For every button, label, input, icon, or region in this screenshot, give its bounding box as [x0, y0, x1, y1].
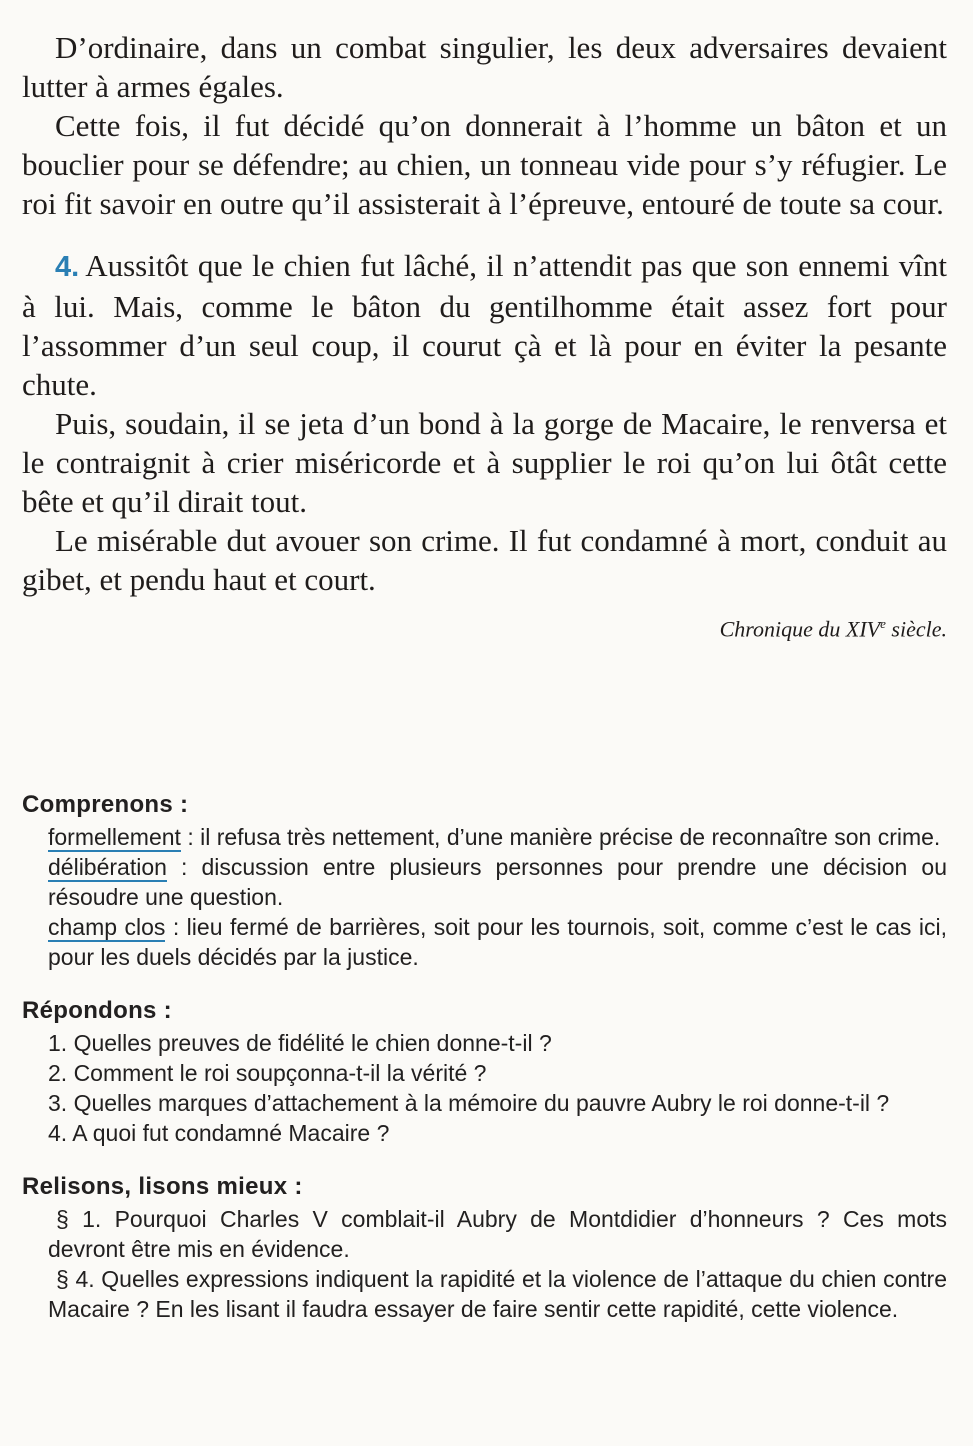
comprenons-heading: Comprenons : [22, 791, 189, 818]
relisons-list [22, 1204, 947, 1324]
question-list [22, 1028, 947, 1148]
relisons-section [22, 1170, 947, 1324]
source-superscript: e [880, 616, 886, 631]
story-paragraph-3 [22, 246, 947, 404]
glossary-term: formellement [48, 824, 181, 850]
story-paragraph-4: Puis, soudain, il se jeta d’un bond à la gorge de Macaire, le renversa et le contraignit à crier miséricorde et à supplier le roi qu’on lui ôtât cette bête et qu’il dirait tout. [22, 406, 947, 519]
story-paragraph-5: Le misérable dut avouer son crime. Il fut condamné à mort, conduit au gibet, et pendu haut et court. [22, 523, 947, 597]
paragraph-number: 4. [55, 251, 80, 283]
source-suffix: siècle. [885, 616, 947, 642]
glossary-term: champ clos [48, 914, 166, 940]
source-prefix: Chronique du XIV [719, 616, 881, 642]
story-paragraph-3-text: Aussitôt que le chien fut lâché, il n’attendit pas que son ennemi vînt à lui. Mais, comme le bâton du gentilhomme était assez fort pour l’assommer d’un seul coup, il courut çà et là pour en éviter la pesante chute. [22, 248, 947, 402]
repondons-heading: Répondons : [22, 997, 172, 1024]
glossary [22, 822, 947, 972]
glossary-item [48, 852, 947, 912]
story-paragraph-1: D’ordinaire, dans un combat singulier, les deux adversaires devaient lutter à armes égales. [22, 30, 947, 104]
question-item: 3. Quelles marques d’attachement à la mémoire du pauvre Aubry le roi donne-t-il ? [48, 1090, 890, 1116]
repondons-section [22, 994, 947, 1148]
glossary-item [48, 912, 947, 972]
question-item: 4. A quoi fut condamné Macaire ? [48, 1120, 390, 1146]
relisons-item: § 1. Pourquoi Charles V comblait-il Aubry de Montdidier d’honneurs ? Ces mots devront être mis en évidence. [48, 1206, 947, 1262]
question-item: 1. Quelles preuves de fidélité le chien donne-t-il ? [48, 1030, 552, 1056]
story-source [22, 609, 947, 644]
glossary-definition: : lieu fermé de barrières, soit pour les tournois, soit, comme c’est le cas ici, pour les duels décidés par la justice. [48, 914, 947, 970]
story-paragraph-2: Cette fois, il fut décidé qu’on donnerait à l’homme un bâton et un bouclier pour se défendre; au chien, un tonneau vide pour s’y réfugier. Le roi fit savoir en outre qu’il assisterait à l’épreuve, entouré de toute sa cour. [22, 108, 947, 221]
glossary-definition: : discussion entre plusieurs personnes pour prendre une décision ou résoudre une question. [48, 854, 947, 910]
relisons-heading: Relisons, lisons mieux : [22, 1173, 303, 1200]
story-text [22, 28, 947, 644]
glossary-definition: : il refusa très nettement, d’une manière précise de reconnaître son crime. [180, 824, 941, 850]
glossary-item [48, 822, 947, 852]
glossary-term: délibération [48, 854, 167, 880]
exercises [22, 788, 947, 1346]
comprenons-section [22, 788, 947, 972]
question-item: 2. Comment le roi soupçonna-t-il la vérité ? [48, 1060, 487, 1086]
relisons-item: § 4. Quelles expressions indiquent la rapidité et la violence de l’attaque du chien contre Macaire ? En les lisant il faudra essayer de faire sentir cette rapidité, cette violence. [48, 1266, 947, 1322]
